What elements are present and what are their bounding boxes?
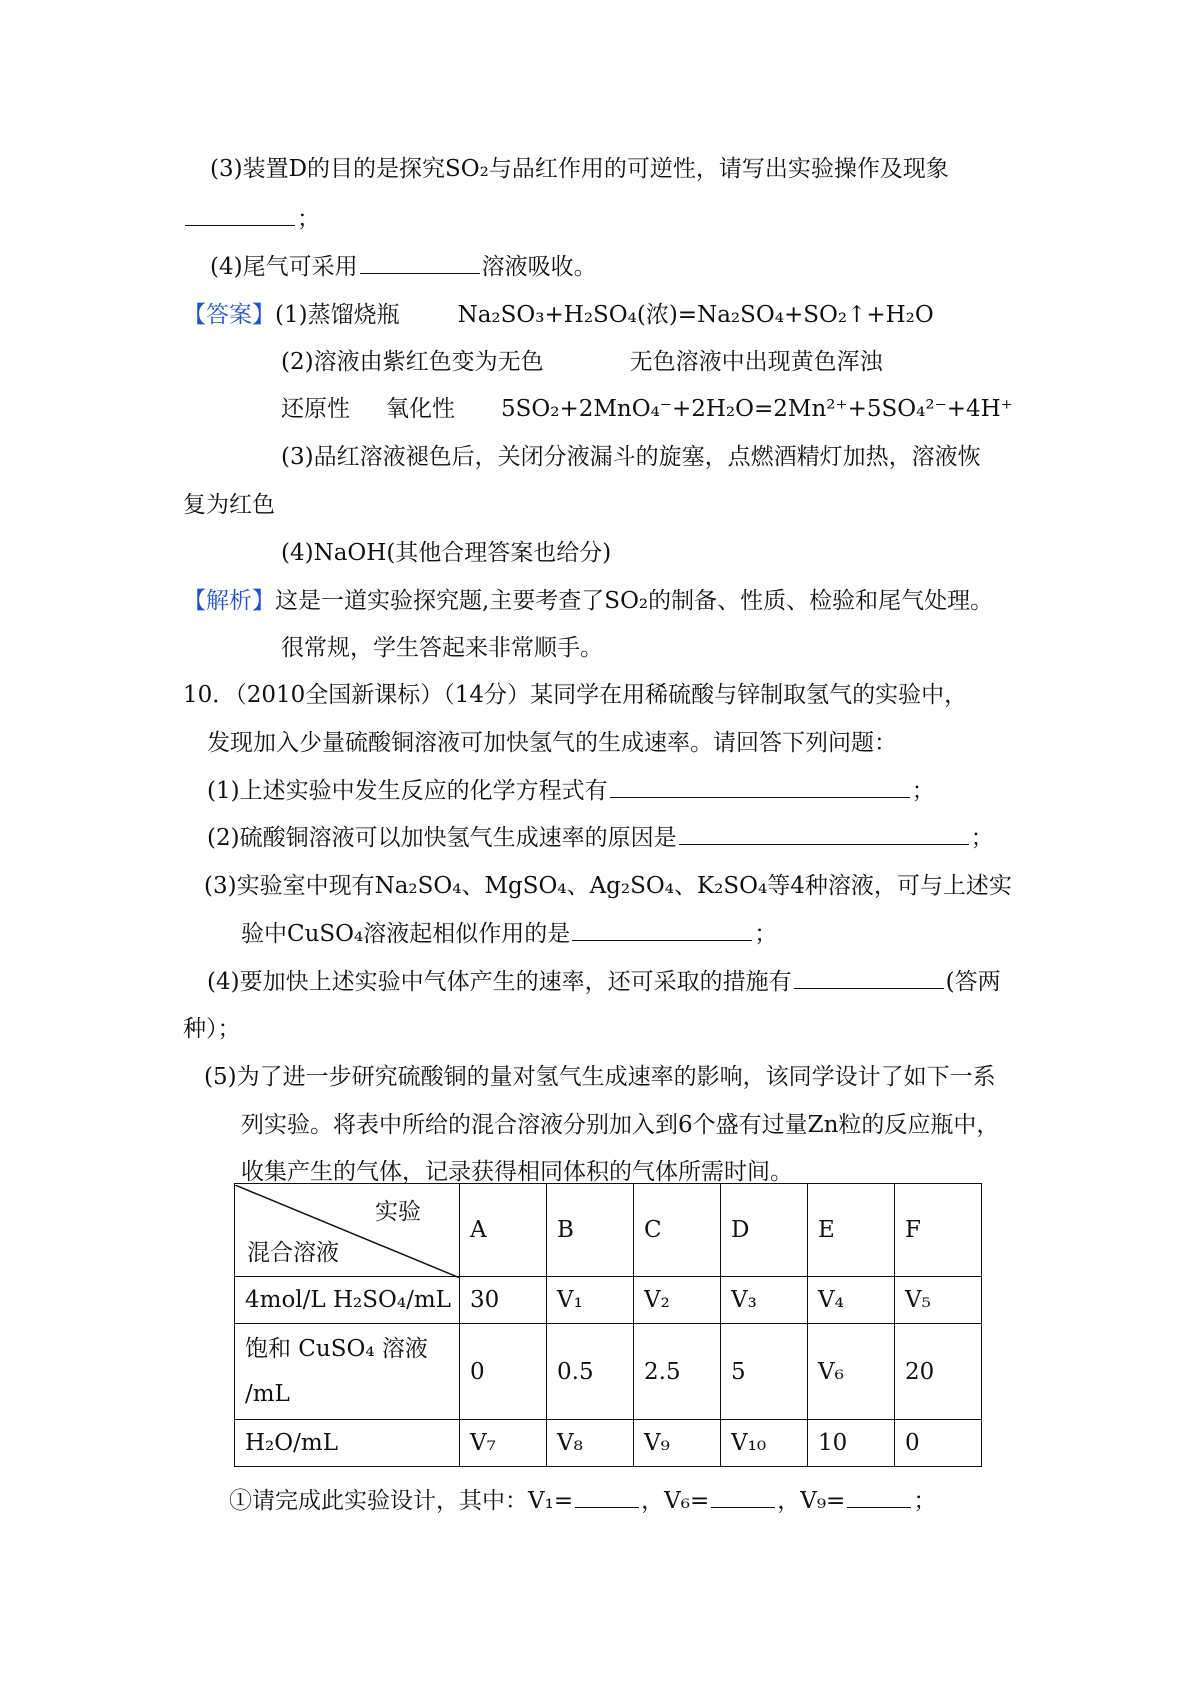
table-header-row	[235, 1184, 982, 1277]
q10-part3-line-2	[241, 918, 777, 950]
column-header: C	[634, 1184, 721, 1277]
table-cell: 30	[460, 1277, 547, 1324]
analysis-2: 很常规，学生答起来非常顺手。	[281, 635, 603, 661]
q10-part3-text-2: 验中CuSO₄溶液起相似作用的是	[241, 921, 571, 947]
table-cell: 2.5	[634, 1324, 721, 1420]
answer-blank	[847, 1503, 911, 1508]
q10-line-1	[183, 679, 967, 711]
q10-part3-end: ；	[754, 921, 778, 947]
analysis-line-2	[281, 632, 603, 664]
q10-part2-end: ；	[970, 825, 994, 851]
experiment-table	[234, 1183, 982, 1467]
answer-line-3	[281, 393, 1013, 425]
table-cell: V₁₀	[721, 1420, 808, 1467]
q10-part1-text: (1)上述实验中发生反应的化学方程式有	[207, 778, 608, 804]
answer-line-5	[183, 489, 275, 521]
answer-blank	[360, 269, 480, 274]
answer-3c: 5SO₂+2MnO₄⁻+2H₂O=2Mn²⁺+5SO₄²⁻+4H⁺	[501, 396, 1013, 422]
q9-part3-end: ；	[297, 206, 320, 232]
q10-part5-line-1	[204, 1061, 996, 1093]
answer-blank	[575, 1503, 639, 1508]
analysis-tag: 【解析】	[183, 588, 275, 614]
q10-part2-text: (2)硫酸铜溶液可以加快氢气生成速率的原因是	[207, 825, 677, 851]
table-corner	[235, 1185, 459, 1275]
q10-part1	[207, 775, 935, 807]
column-header: D	[721, 1184, 808, 1277]
q10-part2	[207, 822, 994, 854]
q9-part3-text: (3)装置D的目的是探究SO₂与品红作用的可逆性，请写出实验操作及现象	[210, 156, 949, 182]
q9-part4-text-b: 溶液吸收。	[481, 254, 597, 280]
row-label: 4mol/L H₂SO₄/mL	[235, 1277, 460, 1324]
q10-part5-line-2	[241, 1109, 999, 1141]
table-cell: V₈	[547, 1420, 634, 1467]
table-cell: 10	[808, 1420, 895, 1467]
analysis-1: 这是一道实验探究题,主要考查了SO₂的制备、性质、检验和尾气处理。	[275, 588, 994, 614]
answer-blank	[711, 1503, 775, 1508]
q10-line-2	[207, 727, 897, 759]
row-label-line-2: /mL	[245, 1380, 290, 1407]
table-row	[235, 1420, 982, 1467]
q10-part3-line-1	[204, 870, 1012, 902]
answer-line-1	[183, 299, 934, 331]
q9-part3	[210, 153, 949, 185]
q10-sub1-a: ①请完成此实验设计，其中：V₁=	[229, 1488, 574, 1514]
table-cell: V₉	[634, 1420, 721, 1467]
q10-part5-text-2: 列实验。将表中所给的混合溶液分别加入到6个盛有过量Zn粒的反应瓶中，	[241, 1112, 1000, 1138]
q10-part5-text-3: 收集产生的气体，记录获得相同体积的气体所需时间。	[241, 1159, 793, 1185]
column-header: E	[808, 1184, 895, 1277]
answer-4: (3)品红溶液褪色后，关闭分液漏斗的旋塞，点燃酒精灯加热，溶液恢	[281, 444, 981, 470]
answer-line-4	[281, 441, 981, 473]
answer-1a: (1)蒸馏烧瓶	[275, 302, 400, 328]
q9-part3-answer-line	[183, 203, 320, 235]
table-cell: V₄	[808, 1277, 895, 1324]
q10-sub1-d: ；	[913, 1488, 937, 1514]
table-cell: V₃	[721, 1277, 808, 1324]
row-label-line-1: 饱和 CuSO₄ 溶液	[245, 1335, 428, 1362]
q10-stem-2: 发现加入少量硫酸铜溶液可加快氢气的生成速率。请回答下列问题：	[207, 730, 897, 756]
answer-2b: 无色溶液中出现黄色浑浊	[629, 349, 883, 375]
q10-part4-text-2: 种）；	[183, 1016, 241, 1042]
answer-blank	[572, 936, 752, 941]
table-cell: V₁	[547, 1277, 634, 1324]
analysis-line-1	[183, 585, 993, 617]
answer-blank	[610, 793, 910, 798]
table-cell: 20	[895, 1324, 982, 1420]
table-cell: 0	[895, 1420, 982, 1467]
column-header: A	[460, 1184, 547, 1277]
answer-line-2	[281, 346, 883, 378]
table-row	[235, 1277, 982, 1324]
answer-blank	[679, 840, 969, 845]
q10-part1-end: ；	[911, 778, 935, 804]
table-cell: 0.5	[547, 1324, 634, 1420]
answer-3a: 还原性	[281, 396, 350, 422]
q10-sub1-b: ，V₆=	[641, 1488, 710, 1514]
q9-part4	[210, 251, 597, 283]
row-label	[235, 1324, 460, 1420]
table-corner-cell	[235, 1184, 460, 1277]
q9-part4-text-a: (4)尾气可采用	[210, 254, 358, 280]
answer-3b: 氧化性	[386, 396, 455, 422]
answer-5: 复为红色	[183, 492, 275, 518]
q10-part3-text-1: (3)实验室中现有Na₂SO₄、MgSO₄、Ag₂SO₄、K₂SO₄等4种溶液，可与上述实	[204, 873, 1012, 899]
table-cell: 0	[460, 1324, 547, 1420]
table-cell: V₇	[460, 1420, 547, 1467]
answer-tag: 【答案】	[183, 302, 275, 328]
corner-bottom-label: 混合溶液	[247, 1240, 339, 1266]
q10-part4-line-2	[183, 1013, 241, 1045]
answer-line-6	[281, 537, 611, 569]
q10-sub1-c: ，V₉=	[777, 1488, 846, 1514]
q10-part4-end: (答两	[945, 969, 1001, 995]
row-label: H₂O/mL	[235, 1420, 460, 1467]
answer-blank	[185, 221, 295, 226]
table-row	[235, 1324, 982, 1420]
table-cell: V₆	[808, 1324, 895, 1420]
q10-part5-text-1: (5)为了进一步研究硫酸铜的量对氢气生成速率的影响，该同学设计了如下一系	[204, 1064, 996, 1090]
table-cell: V₂	[634, 1277, 721, 1324]
answer-2a: (2)溶液由紫红色变为无色	[281, 349, 544, 375]
column-header: F	[895, 1184, 982, 1277]
answer-1b: Na₂SO₃+H₂SO₄(浓)=Na₂SO₄+SO₂↑+H₂O	[457, 302, 934, 328]
q10-part4-line-1	[207, 966, 1001, 998]
q10-stem-1: 10．（2010全国新课标）（14分）某同学在用稀硫酸与锌制取氢气的实验中，	[183, 682, 968, 708]
column-header: B	[547, 1184, 634, 1277]
q10-part4-text: (4)要加快上述实验中气体产生的速率，还可采取的措施有	[207, 969, 792, 995]
table-cell: 5	[721, 1324, 808, 1420]
table-cell: V₅	[895, 1277, 982, 1324]
answer-6: (4)NaOH(其他合理答案也给分)	[281, 540, 612, 566]
q10-sub1	[229, 1485, 936, 1517]
corner-top-label: 实验	[375, 1199, 421, 1225]
answer-blank	[794, 984, 944, 989]
